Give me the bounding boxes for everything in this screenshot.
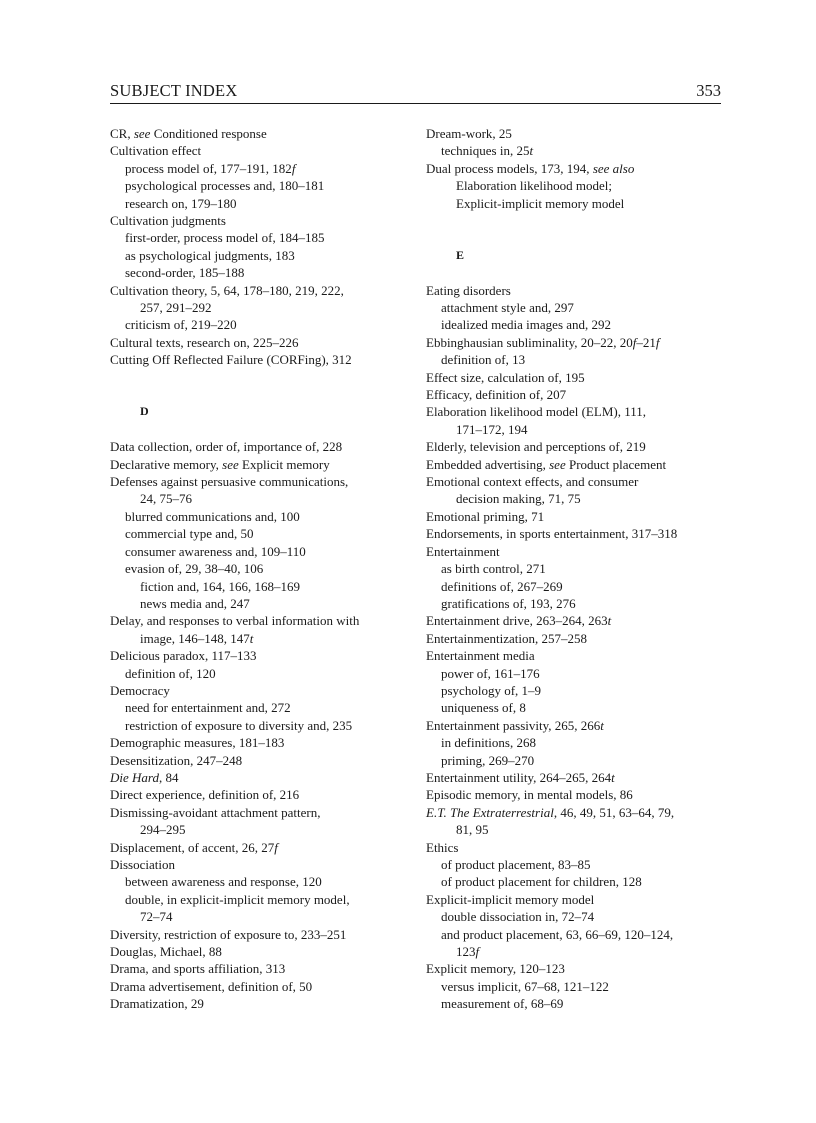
entry-text: evasion of, 29, 38–40, 106 (125, 561, 264, 577)
entry-text: versus implicit, 67–68, 121–122 (441, 978, 609, 994)
index-subentry (110, 177, 410, 194)
entry-text: Eating disorders (426, 282, 511, 298)
index-entry (110, 752, 410, 769)
entry-text: Effect size, calculation of, 195 (426, 369, 585, 385)
spacer (426, 212, 726, 229)
entry-text: Cultivation effect (110, 143, 202, 159)
entry-text: Elaboration likelihood model; (456, 178, 612, 194)
entry-text: 72–74 (140, 909, 173, 925)
index-entry (110, 978, 410, 995)
entry-text: fiction and, 164, 166, 168–169 (140, 578, 300, 594)
entry-text: t (611, 769, 615, 785)
page-header (110, 81, 721, 104)
entry-text: f (475, 944, 480, 960)
index-entry-continuation (110, 821, 410, 838)
entry-text: criticism of, 219–220 (125, 317, 237, 333)
entry-text: Die Hard (110, 769, 159, 785)
entry-text: consumer awareness and, 109–110 (125, 543, 306, 559)
spacer (426, 229, 726, 246)
index-column-left (110, 125, 410, 1013)
index-subentry (426, 995, 726, 1012)
index-entry (426, 839, 726, 856)
index-entry-continuation (426, 490, 726, 507)
entry-text: Efficacy, definition of, 207 (426, 387, 567, 403)
entry-text: Democracy (110, 682, 170, 698)
entry-text: 24, 75–76 (140, 491, 192, 507)
entry-text: priming, 269–270 (441, 752, 535, 768)
entry-text: 171–172, 194 (456, 421, 528, 437)
entry-text: Ebbinghausian subliminality, 20–22, 20 (426, 334, 633, 350)
letter-heading (426, 247, 726, 264)
spacer (110, 386, 410, 403)
index-entry-continuation (110, 908, 410, 925)
entry-text: Cultural texts, research on, 225–226 (110, 334, 299, 350)
index-subentry (426, 908, 726, 925)
entry-text: in definitions, 268 (441, 735, 536, 751)
index-entry (426, 456, 726, 473)
entry-text: t (600, 717, 604, 733)
spacer (110, 421, 410, 438)
entry-text: definition of, 120 (125, 665, 216, 681)
index-subentry (110, 699, 410, 716)
entry-text: gratifications of, 193, 276 (441, 595, 576, 611)
index-entry (110, 682, 410, 699)
index-entry (110, 473, 410, 490)
entry-text: t (249, 630, 254, 646)
index-entry (110, 804, 410, 821)
index-entry (110, 612, 410, 629)
entry-text: definitions of, 267–269 (441, 578, 563, 594)
entry-text: Defenses against persuasive communications, (110, 474, 349, 490)
index-entry (426, 717, 726, 734)
entry-text: research on, 179–180 (125, 195, 237, 211)
entry-text: Demographic measures, 181–183 (110, 735, 285, 751)
index-subentry (426, 752, 726, 769)
index-entry-continuation (110, 490, 410, 507)
entry-text: Declarative memory, (110, 456, 223, 472)
entry-text: Elderly, television and perceptions of, 219 (426, 439, 646, 455)
entry-text: of product placement for children, 128 (441, 874, 642, 890)
entry-text: Delay, and responses to verbal information with (110, 613, 360, 629)
spacer (426, 264, 726, 281)
entry-text: definition of, 13 (441, 352, 526, 368)
index-subentry (426, 560, 726, 577)
index-entry (110, 926, 410, 943)
index-entry (110, 282, 410, 299)
entry-text: double, in explicit-implicit memory model, (125, 891, 350, 907)
entry-text: Explicit memory (238, 456, 330, 472)
index-entry (426, 403, 726, 420)
entry-text: f (655, 334, 660, 350)
running-head: SUBJECT INDEX (110, 81, 238, 100)
index-subentry (426, 665, 726, 682)
entry-text: Cutting Off Reflected Failure (CORFing), 312 (110, 352, 352, 368)
entry-text: Entertainmentization, 257–258 (426, 630, 588, 646)
index-entry-continuation (426, 943, 726, 960)
index-subentry (426, 699, 726, 716)
index-entry (426, 804, 726, 821)
entry-text: attachment style and, 297 (441, 300, 574, 316)
entry-text: Cultivation theory, 5, 64, 178–180, 219, 222, (110, 282, 344, 298)
index-subentry (110, 316, 410, 333)
index-entry (426, 525, 726, 542)
entry-text: D (140, 404, 149, 419)
entry-text: Data collection, order of, importance of, 228 (110, 439, 343, 455)
entry-text: double dissociation in, 72–74 (441, 909, 595, 925)
entry-text: 257, 291–292 (140, 300, 212, 316)
index-entry (426, 125, 726, 142)
entry-text: Explicit-implicit memory model (456, 195, 625, 211)
entry-text: Direct experience, definition of, 216 (110, 787, 300, 803)
index-subentry (426, 299, 726, 316)
index-entry (426, 473, 726, 490)
entry-text: E (456, 247, 465, 262)
index-entry (110, 960, 410, 977)
entry-text: idealized media images and, 292 (441, 317, 612, 333)
entry-text: Dramatization, 29 (110, 996, 204, 1012)
index-entry (110, 856, 410, 873)
entry-text: power of, 161–176 (441, 665, 540, 681)
entry-text: Desensitization, 247–248 (110, 752, 243, 768)
index-subentry (110, 525, 410, 542)
index-column-right (426, 125, 726, 1013)
index-entry (110, 786, 410, 803)
entry-text: Emotional priming, 71 (426, 508, 545, 524)
entry-text: restriction of exposure to diversity and, 235 (125, 717, 353, 733)
index-entry (426, 282, 726, 299)
entry-text: Entertainment passivity, 265, 266 (426, 717, 601, 733)
entry-text: Entertainment media (426, 648, 535, 664)
entry-text: 123 (456, 944, 476, 960)
entry-text: need for entertainment and, 272 (125, 700, 291, 716)
entry-text: Delicious paradox, 117–133 (110, 648, 257, 664)
entry-text: process model of, 177–191, 182 (125, 160, 292, 176)
index-subentry (110, 229, 410, 246)
index-subentry (426, 351, 726, 368)
index-entry (110, 647, 410, 664)
index-subentry (110, 160, 410, 177)
entry-text: Ethics (426, 839, 459, 855)
index-subentry (110, 195, 410, 212)
entry-text: 294–295 (140, 822, 186, 838)
index-entry (426, 960, 726, 977)
entry-text: Drama, and sports affiliation, 313 (110, 961, 286, 977)
index-subentry (426, 578, 726, 595)
entry-text: psychological processes and, 180–181 (125, 178, 325, 194)
index-entry (110, 456, 410, 473)
entry-text: Drama advertisement, definition of, 50 (110, 978, 313, 994)
entry-text: psychology of, 1–9 (441, 682, 542, 698)
index-subentry (426, 682, 726, 699)
entry-text: , 46, 49, 51, 63–64, 79, (553, 804, 675, 820)
entry-text: Episodic memory, in mental models, 86 (426, 787, 633, 803)
entry-text: Dual process models, 173, 194, (426, 160, 593, 176)
index-subentry (426, 142, 726, 159)
entry-text: Emotional context effects, and consumer (426, 474, 639, 490)
index-subentry (110, 247, 410, 264)
index-entry (426, 369, 726, 386)
entry-text: f (274, 839, 278, 855)
entry-text: Entertainment utility, 264–265, 264 (426, 769, 612, 785)
index-subentry (426, 926, 726, 943)
entry-text: Dismissing-avoidant attachment pattern, (110, 804, 321, 820)
entry-text: see (222, 456, 239, 472)
index-entry-continuation (110, 630, 410, 647)
index-subentry (426, 595, 726, 612)
index-entry (110, 142, 410, 159)
page-number: 353 (696, 81, 721, 100)
index-entry (426, 891, 726, 908)
index-entry (426, 334, 726, 351)
entry-text: Explicit-implicit memory model (426, 891, 595, 907)
entry-text: and product placement, 63, 66–69, 120–124, (441, 926, 674, 942)
index-entry (426, 786, 726, 803)
entry-text: –21 (636, 334, 656, 350)
index-entry (426, 647, 726, 664)
index-entry-continuation (426, 421, 726, 438)
entry-text: image, 146–148, 147 (140, 630, 250, 646)
entry-text: as birth control, 271 (441, 561, 546, 577)
entry-text: Cultivation judgments (110, 213, 226, 229)
entry-text: Endorsements, in sports entertainment, 317–318 (426, 526, 678, 542)
entry-text: blurred communications and, 100 (125, 508, 300, 524)
index-entry (110, 769, 410, 786)
entry-text: Entertainment (426, 543, 500, 559)
index-entry (110, 351, 410, 368)
index-subentry (110, 891, 410, 908)
entry-text: Douglas, Michael, 88 (110, 944, 222, 960)
index-subentry (426, 734, 726, 751)
entry-text: between awareness and response, 120 (125, 874, 322, 890)
entry-text: first-order, process model of, 184–185 (125, 230, 325, 246)
entry-text: Diversity, restriction of exposure to, 233–251 (110, 926, 347, 942)
index-entry (426, 543, 726, 560)
entry-text: 81, 95 (456, 822, 489, 838)
entry-text: news media and, 247 (140, 595, 250, 611)
index-subentry (110, 543, 410, 560)
index-entry (110, 212, 410, 229)
entry-text: see also (592, 160, 635, 176)
index-entry (426, 160, 726, 177)
index-entry (426, 386, 726, 403)
entry-text: techniques in, 25 (441, 143, 530, 159)
index-subentry (426, 316, 726, 333)
index-subentry (110, 717, 410, 734)
index-subentry (110, 873, 410, 890)
entry-text: E.T. The Extraterrestrial (426, 804, 554, 820)
index-entry (110, 839, 410, 856)
index-entry (110, 734, 410, 751)
entry-text: Explicit memory, 120–123 (426, 961, 565, 977)
spacer (110, 369, 410, 386)
index-entry (426, 612, 726, 629)
index-entry (110, 943, 410, 960)
index-subentry (110, 560, 410, 577)
entry-text: Elaboration likelihood model (ELM), 111, (426, 404, 646, 420)
entry-text: as psychological judgments, 183 (125, 247, 295, 263)
index-entry-continuation (426, 821, 726, 838)
entry-text: Product placement (565, 456, 667, 472)
entry-text: second-order, 185–188 (125, 265, 245, 281)
entry-text: t (529, 143, 534, 159)
entry-text: , 84 (159, 769, 179, 785)
index-subentry (110, 595, 410, 612)
letter-heading (110, 403, 410, 420)
index-entry-continuation (426, 195, 726, 212)
entry-text: decision making, 71, 75 (456, 491, 581, 507)
entry-text: Entertainment drive, 263–264, 263 (426, 613, 608, 629)
entry-text: Displacement, of accent, 26, 27 (110, 839, 275, 855)
index-subentry (110, 508, 410, 525)
entry-text: f (291, 160, 296, 176)
index-entry (110, 334, 410, 351)
index-entry (426, 508, 726, 525)
index-entry (426, 769, 726, 786)
index-entry-continuation (426, 177, 726, 194)
entry-text: Embedded advertising, (426, 456, 550, 472)
index-subentry (110, 578, 410, 595)
entry-text: Conditioned response (150, 126, 267, 141)
entry-text: commercial type and, 50 (125, 526, 254, 542)
index-entry-continuation (110, 299, 410, 316)
entry-text: Dream-work, 25 (426, 126, 512, 141)
index-subentry (426, 873, 726, 890)
entry-text: uniqueness of, 8 (441, 700, 526, 716)
entry-text: see (549, 456, 566, 472)
index-subentry (110, 264, 410, 281)
index-entry (426, 630, 726, 647)
index-subentry (426, 978, 726, 995)
entry-text: CR, (110, 126, 134, 141)
entry-text: Dissociation (110, 857, 175, 873)
index-entry (426, 438, 726, 455)
entry-text: of product placement, 83–85 (441, 857, 591, 873)
index-entry (110, 438, 410, 455)
entry-text: t (607, 613, 612, 629)
index-subentry (426, 856, 726, 873)
index-entry (110, 995, 410, 1012)
index-subentry (110, 665, 410, 682)
entry-text: see (133, 126, 151, 141)
entry-text: f (632, 334, 637, 350)
entry-text: measurement of, 68–69 (441, 996, 564, 1012)
index-entry (110, 125, 410, 142)
